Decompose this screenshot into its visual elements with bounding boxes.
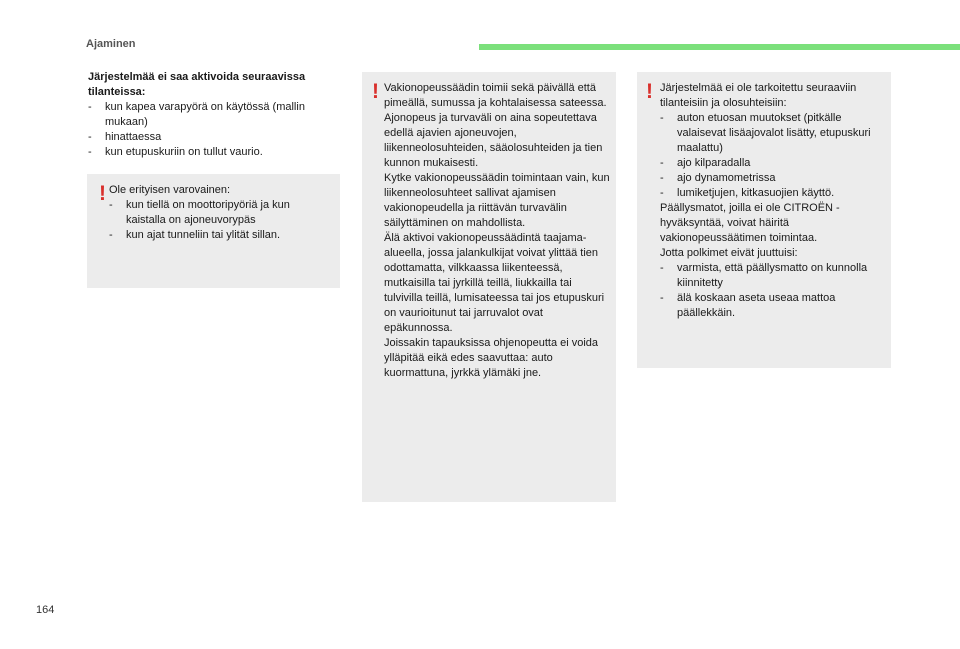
list-item: - kun ajat tunneliin tai ylität sillan. [109, 228, 331, 243]
caution-list [109, 198, 331, 243]
section-accent-bar [479, 44, 960, 50]
warning-box-caution [87, 174, 340, 288]
paragraph: Kytke vakionopeussäädin toimintaan vain, kun liikenneolosuhteet sallivat ajamisen vakionopeudella ja riittävän turvavälin säilyttäminen on mahdollista. [384, 172, 610, 229]
exclamation-icon: ! [99, 182, 106, 205]
pedals-intro: Jotta polkimet eivät juuttuisi: [660, 247, 798, 259]
paragraph: Vakionopeussäädin toimii sekä päivällä että pimeällä, sumussa ja kohtalaisessa sateessa. [384, 82, 607, 109]
list-item: - kun etupuskuriin on tullut vaurio. [88, 145, 338, 160]
exclamation-icon: ! [646, 80, 653, 103]
pedals-list [660, 261, 888, 321]
section-title: Ajaminen [86, 38, 136, 50]
not-to-activate-section [88, 70, 338, 160]
list-item: - hinattaessa [88, 130, 338, 145]
list-item: - auton etuosan muutokset (pitkälle valaisevat lisäajovalot lisätty, etupuskuri maalattu) [660, 111, 888, 156]
page-number: 164 [36, 604, 55, 616]
paragraph: Älä aktivoi vakionopeussäädintä taajama-alueella, jossa jalankulkijat voivat ylittää tien odottamatta, vilkkaassa liikenteessä, mutkaisilla tai jyrkillä teillä, liukkailla tai tulvivilla teillä, lumisateessa tai jos etupuskuri on vaurioitunut tai jarruvalot ovat epäkunnossa. [384, 232, 605, 334]
list-item: - kun kapea varapyörä on käytössä (mallin mukaan) [88, 100, 338, 130]
warning-box-cruise-control [362, 72, 616, 502]
warning-box-not-intended [637, 72, 891, 368]
paragraph: Ajonopeus ja turvaväli on aina sopeutettava edellä ajavien ajoneuvojen, liikenneolosuhteiden, sääolosuhteiden ja tien kunnon mukaisesti. [384, 112, 603, 169]
warning-intro: Järjestelmää ei ole tarkoitettu seuraaviin tilanteisiin ja olosuhteisiin: [660, 82, 857, 109]
exclamation-icon: ! [372, 80, 379, 103]
paragraph: Joissakin tapauksissa ohjenopeutta ei voida ylläpitää eikä edes saavuttaa: auto kuormattuna, jyrkkä ylämäki jne. [384, 337, 599, 379]
warning-intro: Ole erityisen varovainen: [109, 184, 231, 196]
mats-warning: Päällysmatot, joilla ei ole CITROËN -hyväksyntää, voivat häiritä vakionopeussäätimen toimintaa. [660, 202, 840, 244]
conditions-list [88, 100, 338, 160]
heading-line-1: Järjestelmää ei saa aktivoida seuraavissa [88, 71, 306, 83]
list-item: - ajo dynamometrissa [660, 171, 888, 186]
list-item: - kun tiellä on moottoripyöriä ja kun kaistalla on ajoneuvorypäs [109, 198, 331, 228]
section-heading [88, 70, 338, 100]
situations-list [660, 111, 888, 201]
list-item: - älä koskaan aseta useaa mattoa päällekkäin. [660, 291, 888, 321]
list-item: - ajo kilparadalla [660, 156, 888, 171]
heading-line-2: tilanteissa: [88, 86, 146, 98]
list-item: - varmista, että päällysmatto on kunnolla kiinnitetty [660, 261, 888, 291]
list-item: - lumiketjujen, kitkasuojien käyttö. [660, 186, 888, 201]
